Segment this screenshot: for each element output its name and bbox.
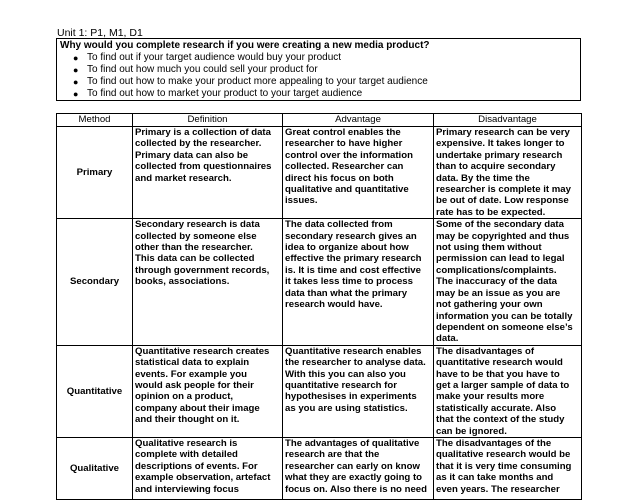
method-cell: Qualitative xyxy=(57,437,133,499)
definition-cell: Primary is a collection of data collected by the researcher. Primary data can also be collected from questionnaires and market research. xyxy=(133,127,283,219)
list-item: ● To find out how to market your product to your target audience xyxy=(73,88,363,99)
research-methods-table xyxy=(56,113,582,500)
disadvantage-cell: Some of the secondary data may be copyrighted and thus not using them without permission can lead to legal complications/complaints. The inaccuracy of the data may be an issue as you are not gathering your own information you can be totally dependent on someone else’s data. xyxy=(434,219,582,345)
disadvantage-cell: The disadvantages of quantitative research would have to be that you have to get a larger sample of data to make your results more statistically accurate. Also that the context of the study can be ignored. xyxy=(434,345,582,437)
bullet-icon: ● xyxy=(73,77,79,87)
bullet-icon: ● xyxy=(73,53,79,63)
method-cell: Quantitative xyxy=(57,345,133,437)
table-row xyxy=(57,437,582,499)
header-disadvantage: Disadvantage xyxy=(434,114,582,127)
bullet-icon: ● xyxy=(73,65,79,75)
advantage-cell: Great control enables the researcher to have higher control over the information collected. Researcher can direct his focus on both qualitative and quantitative issues. xyxy=(283,127,434,219)
disadvantage-cell: Primary research can be very expensive. It takes longer to undertake primary research than to acquire secondary data. By the time the researcher is complete it may be out of date. Low response rate has to be expected. xyxy=(434,127,582,219)
bullet-icon: ● xyxy=(73,89,79,99)
research-question: Why would you complete research if you were creating a new media product? xyxy=(60,40,430,51)
list-item: ● To find out how much you could sell your product for xyxy=(73,64,318,75)
header-advantage: Advantage xyxy=(283,114,434,127)
table-header-row xyxy=(57,114,582,127)
header-method: Method xyxy=(57,114,133,127)
method-cell: Primary xyxy=(57,127,133,219)
document-heading: Unit 1: P1, M1, D1 xyxy=(57,27,143,39)
method-cell: Secondary xyxy=(57,219,133,345)
definition-cell: Secondary research is data collected by someone else other than the researcher. This data can be collected through government records, books, associations. xyxy=(133,219,283,345)
header-definition: Definition xyxy=(133,114,283,127)
definition-cell: Qualitative research is complete with detailed descriptions of events. For example observation, artefact and interviewing focus xyxy=(133,437,283,499)
table-row xyxy=(57,345,582,437)
list-item: ● To find out if your target audience would buy your product xyxy=(73,52,342,63)
question-box xyxy=(56,38,581,101)
definition-cell: Quantitative research creates statistical data to explain events. For example you would ask people for their opinion on a product, company about their image and their thought on it. xyxy=(133,345,283,437)
advantage-cell: The data collected from secondary research gives an idea to organize about how effective the primary research is. It is time and cost effective it takes less time to process data than what the primary research would have. xyxy=(283,219,434,345)
table-row xyxy=(57,127,582,219)
advantage-cell: Quantitative research enables the researcher to analyse data. With this you can also you quantitative research for hypothesises in experiments as you are using statistics. xyxy=(283,345,434,437)
reasons-list xyxy=(57,52,580,100)
table-row xyxy=(57,219,582,345)
advantage-cell: The advantages of qualitative research are that the researcher can early on know what they are exactly going to focus on. Also there is no need xyxy=(283,437,434,499)
disadvantage-cell: The disadvantages of the qualitative research would be that it is very time consuming as it can take months and even years. The researcher xyxy=(434,437,582,499)
list-item: ● To find out how to make your product more appealing to your target audience xyxy=(73,76,428,87)
